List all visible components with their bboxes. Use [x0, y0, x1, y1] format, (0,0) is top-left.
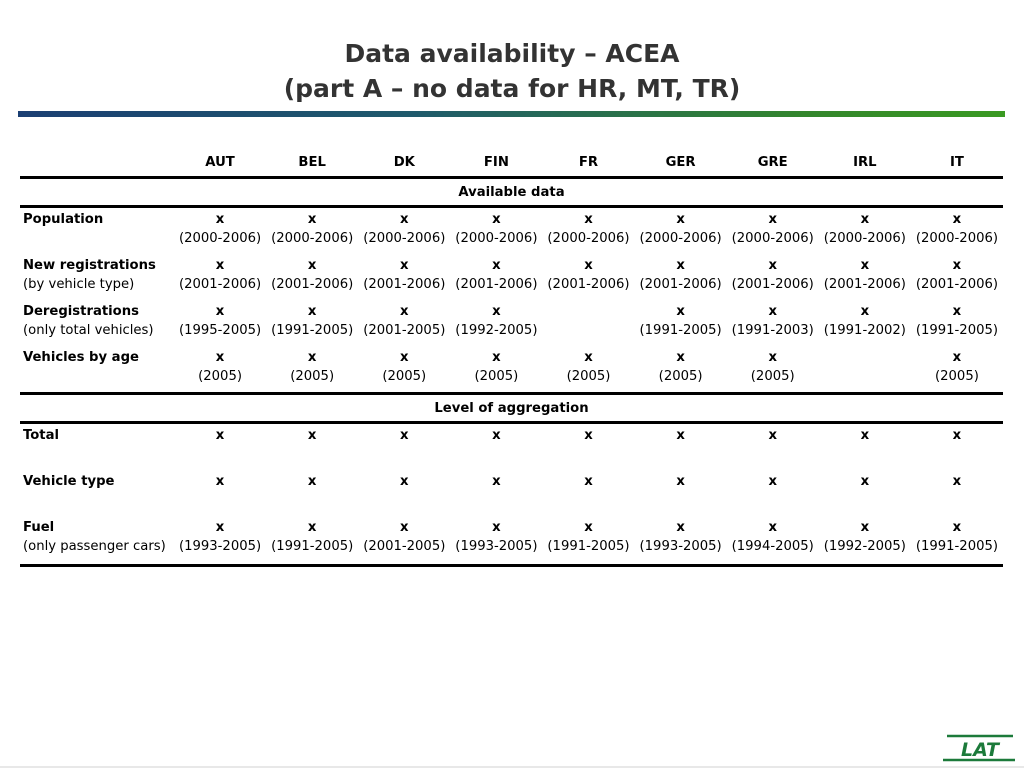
year-range: (2000-2006) — [731, 231, 814, 246]
availability-mark: x — [400, 350, 409, 365]
year-range: (2005) — [566, 369, 611, 384]
table-cell — [819, 207, 911, 255]
year-range: (2001-2006) — [178, 277, 262, 292]
availability-mark: x — [584, 520, 593, 535]
year-range: (2000-2006) — [455, 231, 538, 246]
table-cell — [727, 207, 819, 255]
year-range: (2001-2006) — [547, 277, 630, 292]
table-cell — [819, 423, 911, 471]
row-label-cell — [20, 423, 174, 471]
availability-mark: x — [584, 212, 593, 227]
column-header-gre: GRE — [757, 154, 788, 170]
availability-mark: x — [400, 258, 409, 273]
table-cell — [450, 346, 542, 394]
table-cell — [358, 346, 450, 394]
availability-mark: x — [952, 350, 962, 365]
year-range: (1993-2005) — [178, 539, 262, 554]
year-range: (1991-2005) — [915, 539, 999, 554]
table-row — [20, 470, 1003, 516]
table-cell — [542, 470, 634, 516]
year-range: (2005) — [290, 369, 335, 384]
availability-mark: x — [952, 258, 962, 273]
table-cell — [819, 300, 911, 346]
year-range: (2001-2006) — [823, 277, 906, 292]
table-cell — [450, 423, 542, 471]
availability-mark: x — [676, 474, 685, 489]
column-header-fr: FR — [578, 154, 599, 170]
table-row — [20, 346, 1003, 394]
availability-mark: x — [584, 474, 593, 489]
year-range: (1992-2005) — [823, 539, 906, 554]
availability-mark: x — [215, 428, 225, 443]
table-cell — [266, 254, 358, 300]
year-range: (1993-2005) — [639, 539, 722, 554]
slide-title — [0, 36, 1024, 106]
availability-mark: x — [584, 350, 593, 365]
availability-mark: x — [307, 212, 317, 227]
table-cell — [266, 300, 358, 346]
availability-mark: x — [676, 350, 685, 365]
table-cell — [635, 346, 727, 394]
table-cell — [635, 300, 727, 346]
availability-mark: x — [768, 474, 777, 489]
availability-mark: x — [215, 350, 225, 365]
year-range: (2001-2006) — [639, 277, 722, 292]
header-blank — [20, 146, 174, 178]
table-row — [20, 254, 1003, 300]
column-header-ger: GER — [665, 154, 696, 170]
title-line-1: Data availability – ACEA — [344, 39, 680, 68]
row-label: Deregistrations — [23, 304, 139, 319]
table-cell — [174, 207, 266, 255]
table-cell — [542, 516, 634, 566]
availability-mark: x — [307, 474, 317, 489]
availability-mark: x — [215, 212, 225, 227]
table-row — [20, 516, 1003, 566]
availability-mark: x — [860, 474, 870, 489]
table-cell — [174, 254, 266, 300]
year-range: (2001-2006) — [731, 277, 814, 292]
year-range: (1995-2005) — [178, 323, 262, 338]
row-label-cell — [20, 516, 174, 566]
table-cell — [450, 254, 542, 300]
table-cell — [542, 300, 634, 346]
year-range: (2000-2006) — [363, 231, 446, 246]
row-label: New registrations — [23, 258, 156, 273]
availability-mark: x — [307, 350, 317, 365]
year-range: (2001-2006) — [455, 277, 538, 292]
section-aggregation-label: Level of aggregation — [434, 400, 589, 416]
table-cell — [266, 470, 358, 516]
year-range: (1991-2005) — [271, 323, 354, 338]
table-cell — [635, 470, 727, 516]
year-range: (2001-2006) — [915, 277, 999, 292]
table-cell — [174, 516, 266, 566]
year-range: (2005) — [382, 369, 427, 384]
row-sublabel: (only passenger cars) — [23, 539, 166, 554]
year-range: (2001-2005) — [363, 539, 446, 554]
year-range: (1991-2005) — [271, 539, 354, 554]
table-row — [20, 423, 1003, 471]
table-cell — [727, 346, 819, 394]
availability-mark: x — [860, 212, 870, 227]
availability-mark: x — [492, 520, 501, 535]
availability-mark: x — [492, 258, 501, 273]
table-cell — [358, 300, 450, 346]
availability-mark: x — [400, 474, 409, 489]
table-cell — [635, 254, 727, 300]
availability-mark: x — [400, 212, 409, 227]
table-cell — [542, 423, 634, 471]
table-cell — [174, 423, 266, 471]
data-availability-table — [20, 146, 1003, 567]
row-sublabel: (only total vehicles) — [23, 323, 154, 338]
year-range: (1991-2002) — [823, 323, 906, 338]
lat-logo-icon — [941, 732, 1019, 764]
availability-mark: x — [215, 520, 225, 535]
year-range: (2000-2006) — [271, 231, 354, 246]
section-row-available — [20, 178, 1003, 207]
availability-mark: x — [768, 212, 777, 227]
table-cell — [911, 207, 1003, 255]
availability-mark: x — [215, 304, 225, 319]
year-range: (2000-2006) — [823, 231, 906, 246]
availability-mark: x — [952, 474, 962, 489]
availability-mark: x — [307, 258, 317, 273]
year-range: (2000-2006) — [547, 231, 630, 246]
table-cell — [542, 254, 634, 300]
table-cell — [911, 254, 1003, 300]
availability-mark: x — [400, 304, 409, 319]
column-header-irl: IRL — [853, 154, 877, 170]
row-label-cell — [20, 207, 174, 255]
table-cell — [266, 207, 358, 255]
availability-mark: x — [307, 304, 317, 319]
year-range: (1991-2005) — [639, 323, 722, 338]
table-cell — [174, 300, 266, 346]
table-cell — [266, 516, 358, 566]
table-cell — [819, 516, 911, 566]
logo-text: LAT — [961, 739, 999, 761]
year-range: (2005) — [658, 369, 703, 384]
table-cell — [266, 346, 358, 394]
table-cell — [819, 346, 911, 394]
table-cell — [727, 470, 819, 516]
row-sublabel: (by vehicle type) — [23, 277, 135, 292]
availability-mark: x — [676, 520, 685, 535]
availability-mark: x — [768, 258, 777, 273]
table-cell — [727, 423, 819, 471]
table-cell — [174, 346, 266, 394]
availability-mark: x — [400, 428, 409, 443]
row-label: Vehicle type — [23, 474, 115, 489]
year-range: (2001-2006) — [363, 277, 446, 292]
table-cell — [450, 207, 542, 255]
column-header-dk: DK — [393, 154, 415, 170]
table-cell — [542, 207, 634, 255]
availability-mark: x — [400, 520, 409, 535]
availability-mark: x — [952, 520, 962, 535]
year-range: (2005) — [750, 369, 795, 384]
year-range: (2005) — [198, 369, 242, 384]
year-range: (1993-2005) — [455, 539, 538, 554]
availability-mark: x — [768, 428, 777, 443]
table-cell — [819, 254, 911, 300]
availability-mark: x — [676, 304, 685, 319]
availability-mark: x — [952, 428, 962, 443]
table-row — [20, 207, 1003, 255]
table-cell — [450, 516, 542, 566]
row-label-cell — [20, 346, 174, 394]
year-range: (2005) — [474, 369, 519, 384]
table-header-row — [20, 146, 1003, 178]
availability-mark: x — [492, 350, 501, 365]
table-cell — [174, 470, 266, 516]
row-label: Population — [23, 212, 104, 227]
row-label: Total — [23, 428, 60, 443]
table-cell — [911, 423, 1003, 471]
table-cell — [450, 300, 542, 346]
availability-mark: x — [768, 350, 777, 365]
table-cell — [358, 207, 450, 255]
column-header-bel: BEL — [298, 154, 326, 170]
availability-mark: x — [584, 258, 593, 273]
table-body — [20, 178, 1003, 566]
year-range: (1991-2005) — [915, 323, 999, 338]
table-cell — [358, 254, 450, 300]
availability-mark: x — [492, 212, 501, 227]
table-cell — [727, 516, 819, 566]
table-cell — [635, 207, 727, 255]
table-cell — [542, 346, 634, 394]
availability-mark: x — [492, 474, 501, 489]
availability-mark: x — [860, 428, 870, 443]
year-range: (2000-2006) — [915, 231, 999, 246]
year-range: (1992-2005) — [455, 323, 538, 338]
row-label-cell — [20, 300, 174, 346]
year-range: (2005) — [935, 369, 979, 384]
availability-mark: x — [584, 428, 593, 443]
availability-mark: x — [860, 304, 870, 319]
row-label-cell — [20, 254, 174, 300]
availability-mark: x — [676, 428, 685, 443]
table-cell — [911, 346, 1003, 394]
year-range: (2001-2005) — [363, 323, 446, 338]
table-cell — [358, 516, 450, 566]
column-header-it: IT — [949, 154, 964, 170]
availability-mark: x — [492, 428, 501, 443]
availability-mark: x — [952, 304, 962, 319]
table-cell — [635, 516, 727, 566]
availability-mark: x — [215, 474, 225, 489]
year-range: (1991-2005) — [547, 539, 630, 554]
column-header-fin: FIN — [483, 154, 509, 170]
table-cell — [727, 254, 819, 300]
year-range: (2000-2006) — [178, 231, 262, 246]
year-range: (2001-2006) — [271, 277, 354, 292]
table-cell — [358, 423, 450, 471]
row-label-cell — [20, 470, 174, 516]
table-cell — [819, 470, 911, 516]
row-label: Fuel — [23, 520, 55, 535]
table-cell — [635, 423, 727, 471]
title-underline-bar — [18, 111, 1005, 117]
section-row-aggregation — [20, 394, 1003, 423]
column-header-aut: AUT — [205, 154, 235, 170]
table-cell — [266, 423, 358, 471]
availability-mark: x — [768, 304, 777, 319]
availability-mark: x — [676, 212, 685, 227]
year-range: (2000-2006) — [639, 231, 722, 246]
availability-mark: x — [952, 212, 962, 227]
year-range: (1994-2005) — [731, 539, 814, 554]
year-range: (1991-2003) — [731, 323, 814, 338]
availability-mark: x — [860, 520, 870, 535]
table-row — [20, 300, 1003, 346]
table-cell — [450, 470, 542, 516]
availability-mark: x — [768, 520, 777, 535]
table-cell — [911, 300, 1003, 346]
availability-mark: x — [860, 258, 870, 273]
availability-mark: x — [307, 428, 317, 443]
row-label: Vehicles by age — [23, 350, 139, 365]
availability-mark: x — [492, 304, 501, 319]
table-cell — [358, 470, 450, 516]
title-line-2: (part A – no data for HR, MT, TR) — [283, 74, 741, 103]
table-cell — [727, 300, 819, 346]
availability-mark: x — [215, 258, 225, 273]
availability-mark: x — [676, 258, 685, 273]
section-available-label: Available data — [458, 184, 565, 200]
table-cell — [911, 470, 1003, 516]
availability-mark: x — [307, 520, 317, 535]
table-cell — [911, 516, 1003, 566]
